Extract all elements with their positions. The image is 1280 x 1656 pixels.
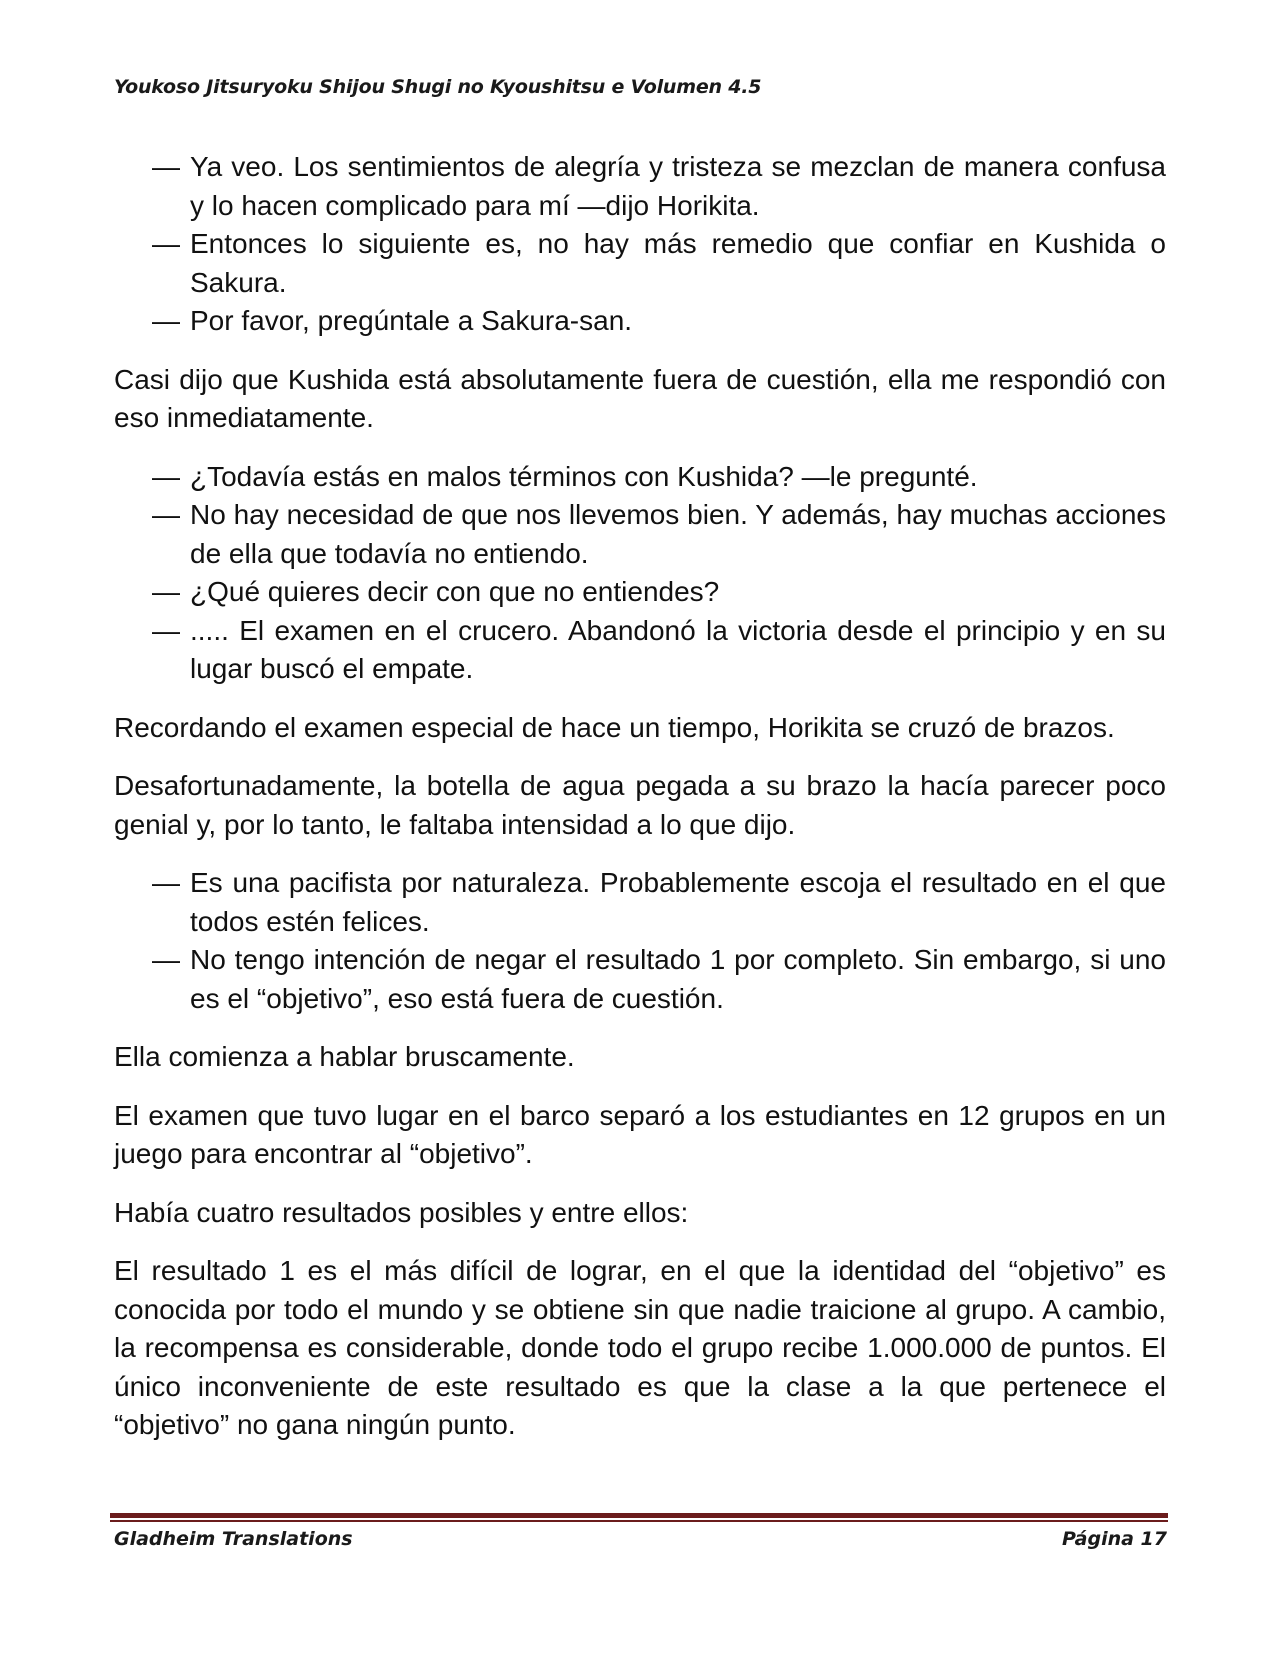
- footer-rule-thick: [110, 1513, 1168, 1518]
- dialogue-text: Ya veo. Los sentimientos de alegría y tristeza se mezclan de manera confusa y lo hacen complicado para mí —dijo Horikita.: [190, 151, 1166, 221]
- running-header: Youkoso Jitsuryoku Shijou Shugi no Kyoushitsu e Volumen 4.5: [114, 76, 762, 98]
- dialogue-dash: —: [152, 228, 180, 259]
- dialogue-line: [152, 941, 1166, 1018]
- narration-paragraph: Ella comienza a hablar bruscamente.: [114, 1041, 575, 1072]
- dialogue-text: Es una pacifista por naturaleza. Probablemente escoja el resultado en el que todos estén felices.: [190, 867, 1166, 937]
- dialogue-dash: —: [152, 460, 180, 492]
- dialogue-text: No tengo intención de negar el resultado 1 por completo. Sin embargo, si uno es el “objetivo”, eso está fuera de cuestión.: [190, 944, 1166, 1014]
- narration-paragraph: Desafortunadamente, la botella de agua pegada a su brazo la hacía parecer poco genial y, por lo tanto, le faltaba intensidad a lo que dijo.: [114, 770, 1166, 840]
- dialogue-block: [152, 458, 1166, 689]
- narration-paragraph: Había cuatro resultados posibles y entre ellos:: [114, 1196, 689, 1228]
- dialogue-dash: —: [152, 944, 180, 975]
- dialogue-text: Entonces lo siguiente es, no hay más remedio que confiar en Kushida o Sakura.: [190, 228, 1166, 298]
- dialogue-line: [152, 458, 1166, 497]
- dialogue-dash: —: [152, 499, 180, 530]
- dialogue-text: ..... El examen en el crucero. Abandonó la victoria desde el principio y en su lugar buscó el empate.: [190, 614, 1166, 684]
- dialogue-line: [152, 496, 1166, 573]
- dialogue-dash: —: [152, 305, 180, 336]
- narration-paragraph: Recordando el examen especial de hace un tiempo, Horikita se cruzó de brazos.: [114, 711, 1115, 743]
- dialogue-text: ¿Todavía estás en malos términos con Kushida? —le pregunté.: [190, 460, 978, 492]
- dialogue-block: [152, 864, 1166, 1018]
- footer-rule: [110, 1513, 1168, 1523]
- dialogue-dash: —: [152, 614, 180, 646]
- dialogue-text: ¿Qué quieres decir con que no entiendes?: [190, 576, 720, 607]
- dialogue-line: [152, 302, 1166, 341]
- page-body: [114, 148, 1166, 1465]
- dialogue-line: [152, 148, 1166, 225]
- dialogue-dash: —: [152, 576, 180, 607]
- dialogue-text: No hay necesidad de que nos llevemos bien. Y además, hay muchas acciones de ella que todavía no entiendo.: [190, 499, 1166, 569]
- dialogue-text: Por favor, pregúntale a Sakura-san.: [190, 305, 633, 336]
- dialogue-line: [152, 225, 1166, 302]
- narration-paragraph: El examen que tuvo lugar en el barco separó a los estudiantes en 12 grupos en un juego para encontrar al “objetivo”.: [114, 1099, 1166, 1169]
- dialogue-block: [152, 148, 1166, 341]
- dialogue-dash: —: [152, 867, 180, 898]
- page-number: Página 17: [1061, 1528, 1167, 1550]
- footer-credit: Gladheim Translations: [114, 1528, 353, 1550]
- narration-paragraph: El resultado 1 es el más difícil de lograr, en el que la identidad del “objetivo” es conocida por todo el mundo y se obtiene sin que nadie traicione al grupo. A cambio, la recompensa es considerable, donde todo el grupo recibe 1.000.000 de puntos. El único inconveniente de este resultado es que la clase a la que pertenece el “objetivo” no gana ningún punto.: [114, 1255, 1166, 1440]
- dialogue-line: [152, 864, 1166, 941]
- dialogue-line: [152, 612, 1166, 689]
- dialogue-dash: —: [152, 151, 180, 182]
- footer-rule-thin: [110, 1520, 1168, 1522]
- narration-paragraph: Casi dijo que Kushida está absolutamente fuera de cuestión, ella me respondió con eso inmediatamente.: [114, 363, 1166, 433]
- dialogue-line: [152, 573, 1166, 612]
